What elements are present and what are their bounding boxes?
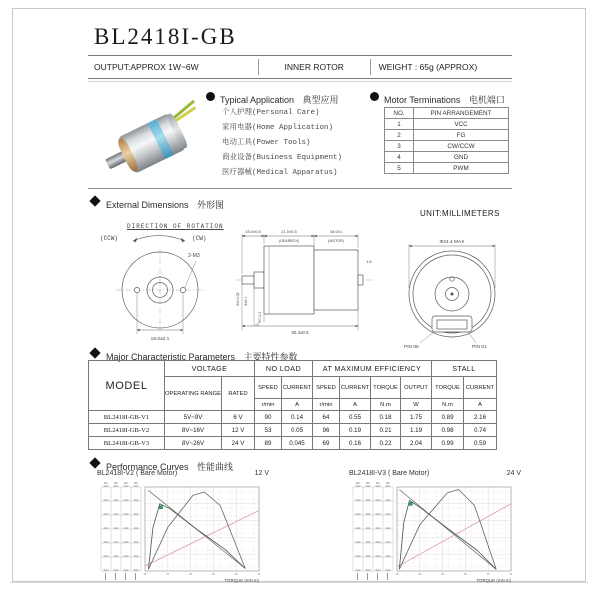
spec-weight: WEIGHT : 65g (APPROX): [378, 62, 478, 72]
external-dimensions-heading-cn: 外形图: [197, 200, 225, 210]
unit-cell: W: [401, 399, 432, 411]
performance-heading-en: Performance Curves: [106, 462, 189, 472]
chart2-model: BL2418I-V3: [349, 470, 386, 477]
value-cell: 0.74: [464, 424, 497, 437]
external-dimensions-heading: [106, 195, 224, 213]
value-cell: 2.04: [401, 437, 432, 450]
page-title: BL2418I-GB: [94, 24, 237, 49]
ccw-label: (CCW): [100, 235, 119, 242]
front-holes-label: 2-M3: [188, 253, 200, 259]
value-cell: 0.89: [432, 411, 464, 424]
chart1-header: [97, 470, 269, 477]
spec-rule: [88, 78, 512, 79]
value-cell: 0.045: [282, 437, 313, 450]
terminations-col-pin: PIN ARRANGEMENT: [414, 108, 509, 119]
unit-cell: A: [282, 399, 313, 411]
pin-no: 4: [385, 152, 414, 163]
value-cell: 0.55: [340, 411, 371, 424]
performance-heading-cn: 性能曲线: [196, 462, 233, 472]
section-divider: [88, 188, 512, 189]
rear-dia-dim: Φ24.4 MAX: [439, 240, 465, 245]
application-list: [222, 106, 342, 181]
application-item: 个人护理(Personal Care): [222, 109, 320, 117]
chart2-bare-motor: ( Bare Motor): [387, 470, 430, 477]
motor-terminations-heading: [384, 90, 505, 108]
model-cell: BL2418I-GB-V2: [89, 424, 165, 437]
pin-no: 2: [385, 130, 414, 141]
table-row: [385, 152, 509, 163]
value-cell: 0.05: [282, 424, 313, 437]
motor-terminations-heading-cn: 电机端口: [468, 95, 505, 105]
col-torque: TORQUE: [432, 377, 464, 399]
unit-cell: r/min: [255, 399, 282, 411]
spec-row: [88, 57, 512, 77]
value-cell: 0.14: [282, 411, 313, 424]
table-row: [89, 424, 497, 437]
bullet-icon: [370, 92, 379, 101]
col-speed: SPEED: [313, 377, 340, 399]
application-item: 家用电器(Home Application): [222, 124, 334, 132]
value-cell: 0.19: [340, 424, 371, 437]
value-cell: 6 V: [222, 411, 255, 424]
table-row: [89, 437, 497, 450]
unit-cell: A: [340, 399, 371, 411]
col-current: CURRENT: [282, 377, 313, 399]
col-current: CURRENT: [340, 377, 371, 399]
pin-no: 5: [385, 163, 414, 174]
pin-name: CW/CCW: [414, 141, 509, 152]
unit-cell: r/min: [313, 399, 340, 411]
col-model: MODEL: [89, 361, 165, 411]
col-output: OUTPUT: [401, 377, 432, 399]
unit-cell: N.m: [371, 399, 401, 411]
value-cell: 12 V: [222, 424, 255, 437]
model-cell: BL2418I-GB-V1: [89, 411, 165, 424]
value-cell: 2.16: [464, 411, 497, 424]
value-cell: 0.22: [371, 437, 401, 450]
motor-photo: [90, 92, 202, 184]
side-dim-gearbox-note: (GEARBOX): [278, 239, 300, 243]
pin-no: 3: [385, 141, 414, 152]
col-current: CURRENT: [464, 377, 497, 399]
col-operating-range: OPERATING RANGE: [165, 377, 222, 411]
application-item: 商业设备(Business Equipment): [222, 154, 343, 162]
side-dim-shaft-len: 3±0.1: [244, 296, 248, 306]
application-item: 电动工具(Power Tools): [222, 139, 311, 147]
col-speed: SPEED: [255, 377, 282, 399]
side-dim-boss-dia: Φ7-0.1: [258, 311, 262, 323]
table-row: [385, 141, 509, 152]
side-dim-boss-len: 2.5: [253, 323, 259, 327]
pin-name: PWM: [414, 163, 509, 174]
unit-cell: A: [464, 399, 497, 411]
value-cell: 0.59: [464, 437, 497, 450]
value-cell: 89: [255, 437, 282, 450]
svg-text:TORQUE (mN.m): TORQUE (mN.m): [224, 578, 259, 583]
col-group-maxeff: AT MAXIMUM EFFICIENCY: [313, 361, 432, 377]
rear-pin5-label: PIN 05: [404, 345, 419, 350]
front-view-drawing: [108, 244, 212, 350]
terminations-col-no: NO.: [385, 108, 414, 119]
chart1-model: BL2418I-V2: [97, 470, 134, 477]
table-row: [385, 119, 509, 130]
side-dim-motor-note: (MOTOR): [328, 239, 344, 243]
col-group-noload: NO LOAD: [255, 361, 313, 377]
bullet-icon: [206, 92, 215, 101]
spec-rotor: INNER ROTOR: [258, 59, 371, 75]
side-dim-shaft: 15.0±0.5: [245, 229, 261, 234]
value-cell: 0.18: [371, 411, 401, 424]
table-row: [385, 130, 509, 141]
value-cell: 0.16: [340, 437, 371, 450]
parameters-heading-cn: 主要特性参数: [243, 352, 298, 362]
svg-text:TORQUE (mN.m): TORQUE (mN.m): [476, 578, 511, 583]
cw-label: (CW): [192, 235, 207, 242]
table-row: [385, 163, 509, 174]
model-cell: BL2418I-GB-V3: [89, 437, 165, 450]
side-view-drawing: [234, 226, 380, 338]
value-cell: 90: [255, 411, 282, 424]
external-dimensions-heading-en: External Dimensions: [106, 200, 189, 210]
chart1-voltage: 12 V: [254, 470, 269, 477]
col-torque: TORQUE: [371, 377, 401, 399]
rear-pin1-label: PIN 01: [472, 345, 487, 350]
chart1-bare-motor: ( Bare Motor): [135, 470, 178, 477]
pin-name: FG: [414, 130, 509, 141]
value-cell: 8V~26V: [165, 437, 222, 450]
rear-view-drawing: [396, 236, 508, 352]
side-dim-motor: 18.0±1: [329, 229, 343, 234]
parameters-heading-en: Major Characteristic Parameters: [106, 352, 236, 362]
col-group-stall: STALL: [432, 361, 497, 377]
value-cell: 96: [313, 424, 340, 437]
chart2-voltage: 24 V: [506, 470, 521, 477]
value-cell: 1.19: [401, 424, 432, 437]
side-dim-gearbox: 21.0±0.5: [281, 229, 297, 234]
performance-chart-v3: [349, 481, 517, 593]
chart2-header: [349, 470, 521, 477]
application-item: 医疗器械(Medical Apparatus): [222, 169, 338, 177]
performance-chart-v2: [97, 481, 265, 593]
unit-label: UNIT:MILLIMETERS: [420, 209, 500, 218]
value-cell: 0.98: [432, 424, 464, 437]
value-cell: 8V~16V: [165, 424, 222, 437]
spec-rule-light: [88, 81, 512, 82]
pin-no: 1: [385, 119, 414, 130]
spec-output: OUTPUT:APPROX 1W~6W: [94, 62, 199, 72]
value-cell: 5V~9V: [165, 411, 222, 424]
value-cell: 1.75: [401, 411, 432, 424]
side-dim-tab: 1.6: [366, 259, 372, 264]
parameters-table: [88, 360, 497, 450]
front-pitch-dim: 18.0±0.1: [150, 337, 170, 342]
pin-name: VCC: [414, 119, 509, 130]
motor-terminations-heading-en: Motor Terminations: [384, 95, 461, 105]
pin-name: GND: [414, 152, 509, 163]
value-cell: 0.21: [371, 424, 401, 437]
header-rule: [88, 55, 512, 56]
value-cell: 0.99: [432, 437, 464, 450]
unit-cell: N.m: [432, 399, 464, 411]
value-cell: 69: [313, 437, 340, 450]
value-cell: 64: [313, 411, 340, 424]
direction-of-rotation-label: DIRECTION OF ROTATION: [127, 223, 224, 230]
typical-application-heading-en: Typical Application: [220, 95, 295, 105]
typical-application-heading-cn: 典型应用: [302, 95, 339, 105]
side-dim-total: 50.4±0.5: [291, 330, 309, 335]
col-rated: RATED: [222, 377, 255, 411]
value-cell: 24 V: [222, 437, 255, 450]
table-row: [89, 411, 497, 424]
side-dim-shaft-dia: Φ4-0.02: [236, 292, 240, 306]
value-cell: 53: [255, 424, 282, 437]
col-group-voltage: VOLTAGE: [165, 361, 255, 377]
terminations-table: [384, 107, 509, 174]
